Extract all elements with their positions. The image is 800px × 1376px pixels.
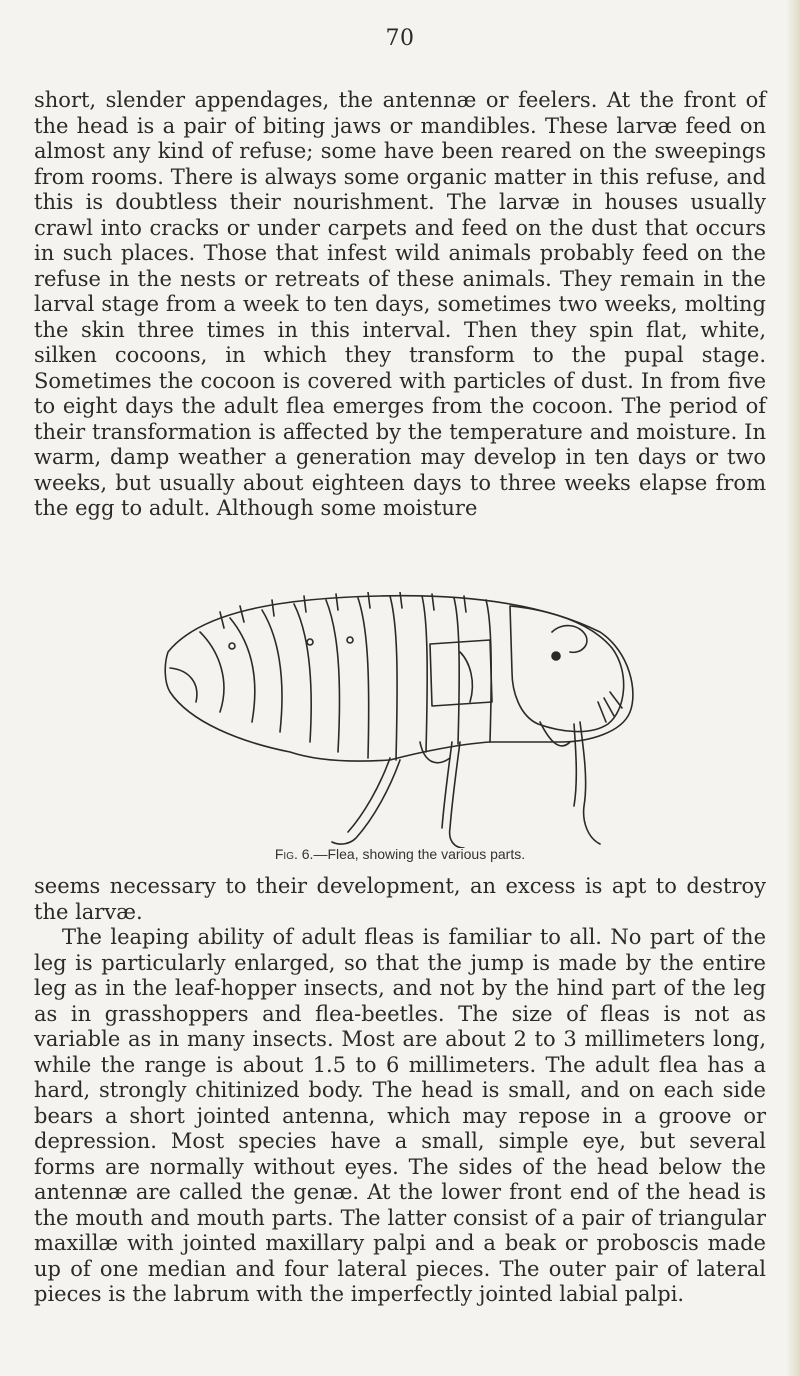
figure-caption xyxy=(0,846,800,862)
figure-caption-text: —Flea, showing the various parts. xyxy=(313,846,526,862)
paragraph-leaping: The leaping ability of adult fleas is familiar to all. No part of the leg is particularly enlarged, so that the jump is made by the entire leg as in the leaf-hopper insects, and not by the hind part of the leg as in grasshoppers and flea-beetles. The size of fleas is not as variable as in many insects. Most are about 2 to 3 millimeters long, while the range is about 1.5 to 6 millimeters. The adult flea has a hard, strongly chitinized body. The head is small, and on each side bears a short jointed antenna, which may repose in a groove or depression. Most species have a small, simple eye, but several forms are normally without eyes. The sides of the head below the antennæ are called the genæ. At the lower front end of the head is the mouth and mouth parts. The latter consist of a pair of triangular maxillæ with jointed maxillary palpi and a beak or proboscis made up of one median and four lateral pieces. The outer pair of lateral pieces is the labrum with the imperfectly jointed labial palpi. xyxy=(34,925,766,1306)
text-block-top xyxy=(34,88,766,522)
flea-midleg xyxy=(450,742,464,848)
flea-hindleg xyxy=(332,760,400,844)
flea-body-outline xyxy=(165,596,633,761)
paragraph-continuation: seems necessary to their development, an excess is apt to destroy the larvæ. xyxy=(34,874,766,924)
text-block-bottom xyxy=(34,874,766,1308)
figure-caption-label: Fig. 6. xyxy=(274,846,314,862)
flea-eye xyxy=(552,652,560,660)
paragraph-larvae: short, slender appendages, the antennæ or feelers. At the front of the head is a pair of biting jaws or mandibles. These larvæ feed on almost any kind of refuse; some have been reared on the sweepings from rooms. There is always some organic matter in this refuse, and this is doubtless their nourishment. The larvæ in houses usually crawl into cracks or under carpets and feed on the dust that occurs in such places. Those that infest wild animals probably feed on the refuse in the nests or retreats of these animals. They remain in the larval stage from a week to ten days, sometimes two weeks, molting the skin three times in this interval. Then they spin flat, white, silken cocoons, in which they transform to the pupal stage. Sometimes the cocoon is covered with particles of dust. In from five to eight days the adult flea emerges from the cocoon. The period of their transformation is affected by the temperature and moisture. In warm, damp weather a generation may develop in ten days or two weeks, but usually about eighteen days to three weeks elapse from the egg to adult. Although some moisture xyxy=(34,88,766,520)
page-edge-stain xyxy=(786,0,800,1376)
flea-antenna xyxy=(552,626,587,653)
flea-foreleg xyxy=(580,722,600,844)
flea-illustration xyxy=(160,592,640,848)
page-number: 70 xyxy=(385,26,415,51)
